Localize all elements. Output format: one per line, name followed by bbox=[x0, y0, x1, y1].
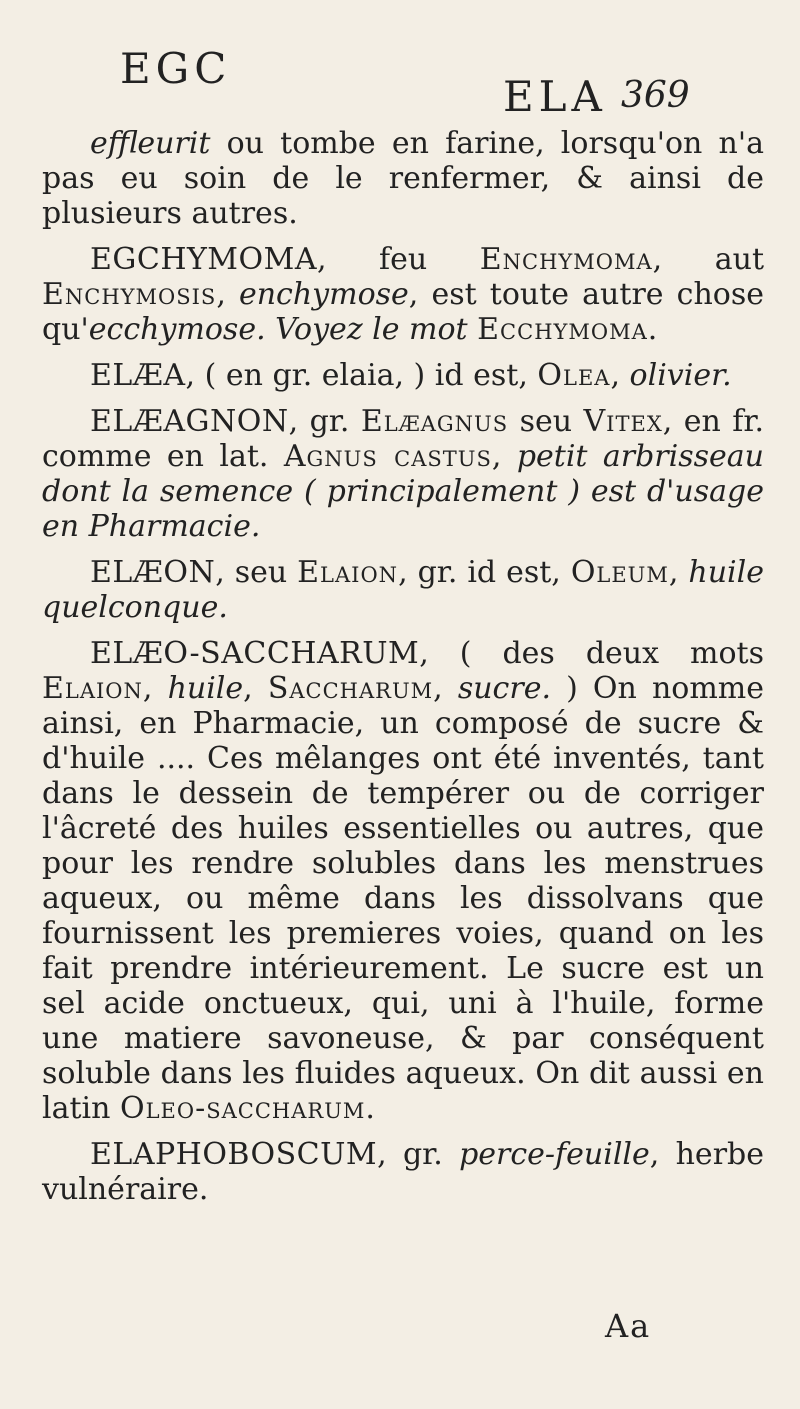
running-head-right: ELA bbox=[503, 72, 607, 121]
dictionary-text bbox=[42, 126, 764, 1218]
entry-text: , feu bbox=[316, 242, 480, 277]
entry-text: ) On nomme ainsi, en Pharmacie, un composé de sucre & d'huile .... Ces mêlanges ont été inventés, tant dans le dessein de tempérer ou de corriger l'âcreté des huiles essentielles ou autres, que pour les rendre solubles dans les menstrues aqueux, ou même dans les dissolvans que fournissent les premieres voies, quand on les fait prendre intérieurement. Le sucre est un sel acide onctueux, qui, uni à l'huile, forme une matiere savoneuse, & par conséquent soluble dans les fluides aqueux. On dit aussi en latin bbox=[42, 671, 764, 1126]
entry-text: , bbox=[433, 671, 458, 706]
page-number: 369 bbox=[621, 75, 690, 116]
entry-text: Enchymosis bbox=[42, 277, 217, 312]
entry-headword: ELÆO-SACCHARUM bbox=[90, 636, 420, 671]
entry-text: , seu bbox=[215, 555, 298, 590]
entry-paragraph bbox=[42, 242, 764, 347]
entry-text: ecchymose. Voyez le mot bbox=[88, 312, 468, 347]
entry-text: olivier. bbox=[629, 358, 732, 393]
entry-headword: ELÆAGNON bbox=[90, 404, 289, 439]
entry-headword: EGCHYMOMA bbox=[90, 242, 317, 277]
entry-text: Elaion bbox=[42, 671, 143, 706]
entry-text: ou tombe en farine, lorsqu'on n'a pas eu soin de le renfermer, & ainsi de plusieurs autres. bbox=[42, 126, 764, 231]
entry-text: , en fr. comme en lat. bbox=[42, 404, 764, 474]
dictionary-entry bbox=[42, 1137, 764, 1207]
entry-text: , est toute autre chose qu' bbox=[42, 277, 764, 347]
entry-text: , bbox=[491, 439, 517, 474]
signature-mark: Aa bbox=[605, 1307, 652, 1345]
entry-text: , bbox=[610, 358, 630, 393]
entry-paragraph bbox=[42, 126, 764, 231]
dictionary-entry bbox=[42, 358, 764, 393]
entry-headword: ELÆON bbox=[90, 555, 216, 590]
entry-text: effleurit bbox=[90, 126, 211, 161]
entry-text: huile quelconque. bbox=[42, 555, 764, 625]
running-head-left: EGC bbox=[120, 44, 232, 93]
entry-paragraph bbox=[42, 404, 764, 544]
entry-text: Ecchymoma. bbox=[477, 312, 659, 347]
entry-text: , aut bbox=[652, 242, 764, 277]
entry-text: , ( en gr. elaia, ) id est, bbox=[185, 358, 538, 393]
entry-text: , bbox=[216, 277, 239, 312]
dictionary-entry bbox=[42, 126, 764, 231]
entry-paragraph bbox=[42, 1137, 764, 1207]
entry-paragraph bbox=[42, 358, 764, 393]
entry-text: Oleum bbox=[570, 555, 669, 590]
entry-text: , bbox=[243, 671, 268, 706]
entry-text: , gr. id est, bbox=[398, 555, 571, 590]
entry-text: , bbox=[668, 555, 689, 590]
entry-text: perce-feuille bbox=[459, 1137, 650, 1172]
entry-text: Saccharum bbox=[267, 671, 434, 706]
entry-text bbox=[468, 312, 478, 347]
entry-text: Vitex bbox=[583, 404, 663, 439]
entry-headword: ELÆA bbox=[90, 358, 186, 393]
entry-text: Agnus castus bbox=[283, 439, 492, 474]
entry-text: Elaion bbox=[297, 555, 399, 590]
entry-text: sucre. bbox=[457, 671, 551, 706]
dictionary-entry bbox=[42, 555, 764, 625]
entry-text: , gr. bbox=[377, 1137, 460, 1172]
dictionary-entry bbox=[42, 404, 764, 544]
entry-headword: ELAPHOBOSCUM bbox=[90, 1137, 378, 1172]
entry-text: Olea bbox=[537, 358, 611, 393]
entry-paragraph bbox=[42, 636, 764, 1126]
entry-text: , ( des deux mots bbox=[419, 636, 764, 671]
entry-text: Elæagnus bbox=[360, 404, 509, 439]
entry-text: , gr. bbox=[288, 404, 361, 439]
entry-text: Oleo-saccharum. bbox=[120, 1091, 376, 1126]
dictionary-entry bbox=[42, 636, 764, 1126]
entry-text: , bbox=[142, 671, 168, 706]
entry-text: enchymose bbox=[238, 277, 409, 312]
entry-text: seu bbox=[508, 404, 584, 439]
entry-paragraph bbox=[42, 555, 764, 625]
entry-text: Enchymoma bbox=[479, 242, 653, 277]
entry-text: petit arbrisseau dont la semence ( principalement ) est d'usage en Pharmacie. bbox=[42, 439, 764, 544]
entry-text: , herbe vulnéraire. bbox=[42, 1137, 764, 1207]
entry-text: huile bbox=[167, 671, 244, 706]
dictionary-entry bbox=[42, 242, 764, 347]
